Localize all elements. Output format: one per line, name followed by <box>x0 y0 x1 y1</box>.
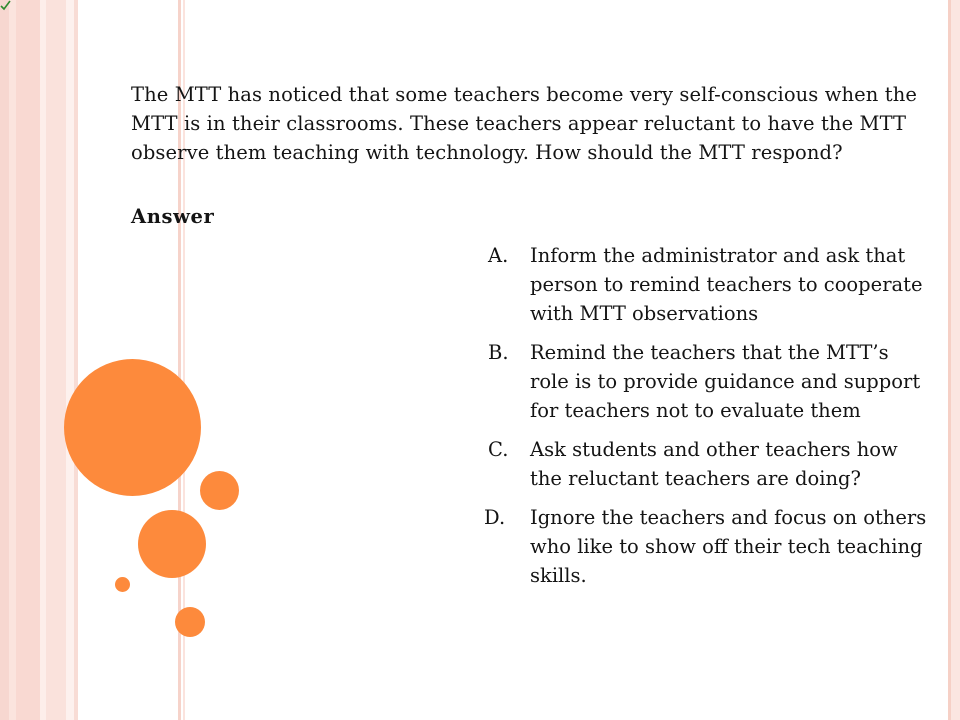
answer-options <box>480 241 930 600</box>
decor-circle <box>200 471 239 510</box>
decor-stripe <box>74 0 78 720</box>
option-letter: D. <box>484 506 506 529</box>
decor-stripe <box>0 0 9 720</box>
decor-stripe <box>9 0 16 720</box>
option-d[interactable] <box>480 503 930 590</box>
decor-stripe <box>66 0 74 720</box>
check-icon <box>0 0 11 11</box>
decor-circle-small <box>115 577 130 592</box>
option-text: Inform the administrator and ask that person to remind teachers to cooperate with MTT observations <box>530 244 923 325</box>
option-letter: B. <box>488 341 509 364</box>
decor-stripe <box>46 0 66 720</box>
decor-circle <box>175 607 205 637</box>
option-text: Ignore the teachers and focus on others who like to show off their tech teaching skills. <box>530 506 927 587</box>
option-letter: C. <box>488 438 509 461</box>
option-b[interactable] <box>480 338 930 425</box>
answer-label: Answer <box>131 205 215 228</box>
decor-circle-large <box>64 359 201 496</box>
option-text: Ask students and other teachers how the reluctant teachers are doing? <box>530 438 898 490</box>
option-a[interactable] <box>480 241 930 328</box>
question-text: The MTT has noticed that some teachers become very self-conscious when the MTT is in their classrooms. These teachers appear reluctant to have the MTT observe them teaching with technology. How should the MTT respond? <box>131 83 917 164</box>
option-c[interactable] <box>480 435 930 493</box>
decor-stripe <box>951 0 960 720</box>
option-letter: A. <box>488 244 509 267</box>
decor-stripe <box>16 0 40 720</box>
decor-circle <box>138 510 206 578</box>
option-text: Remind the teachers that the MTT’s role is to provide guidance and support for teachers not to evaluate them <box>530 341 921 422</box>
